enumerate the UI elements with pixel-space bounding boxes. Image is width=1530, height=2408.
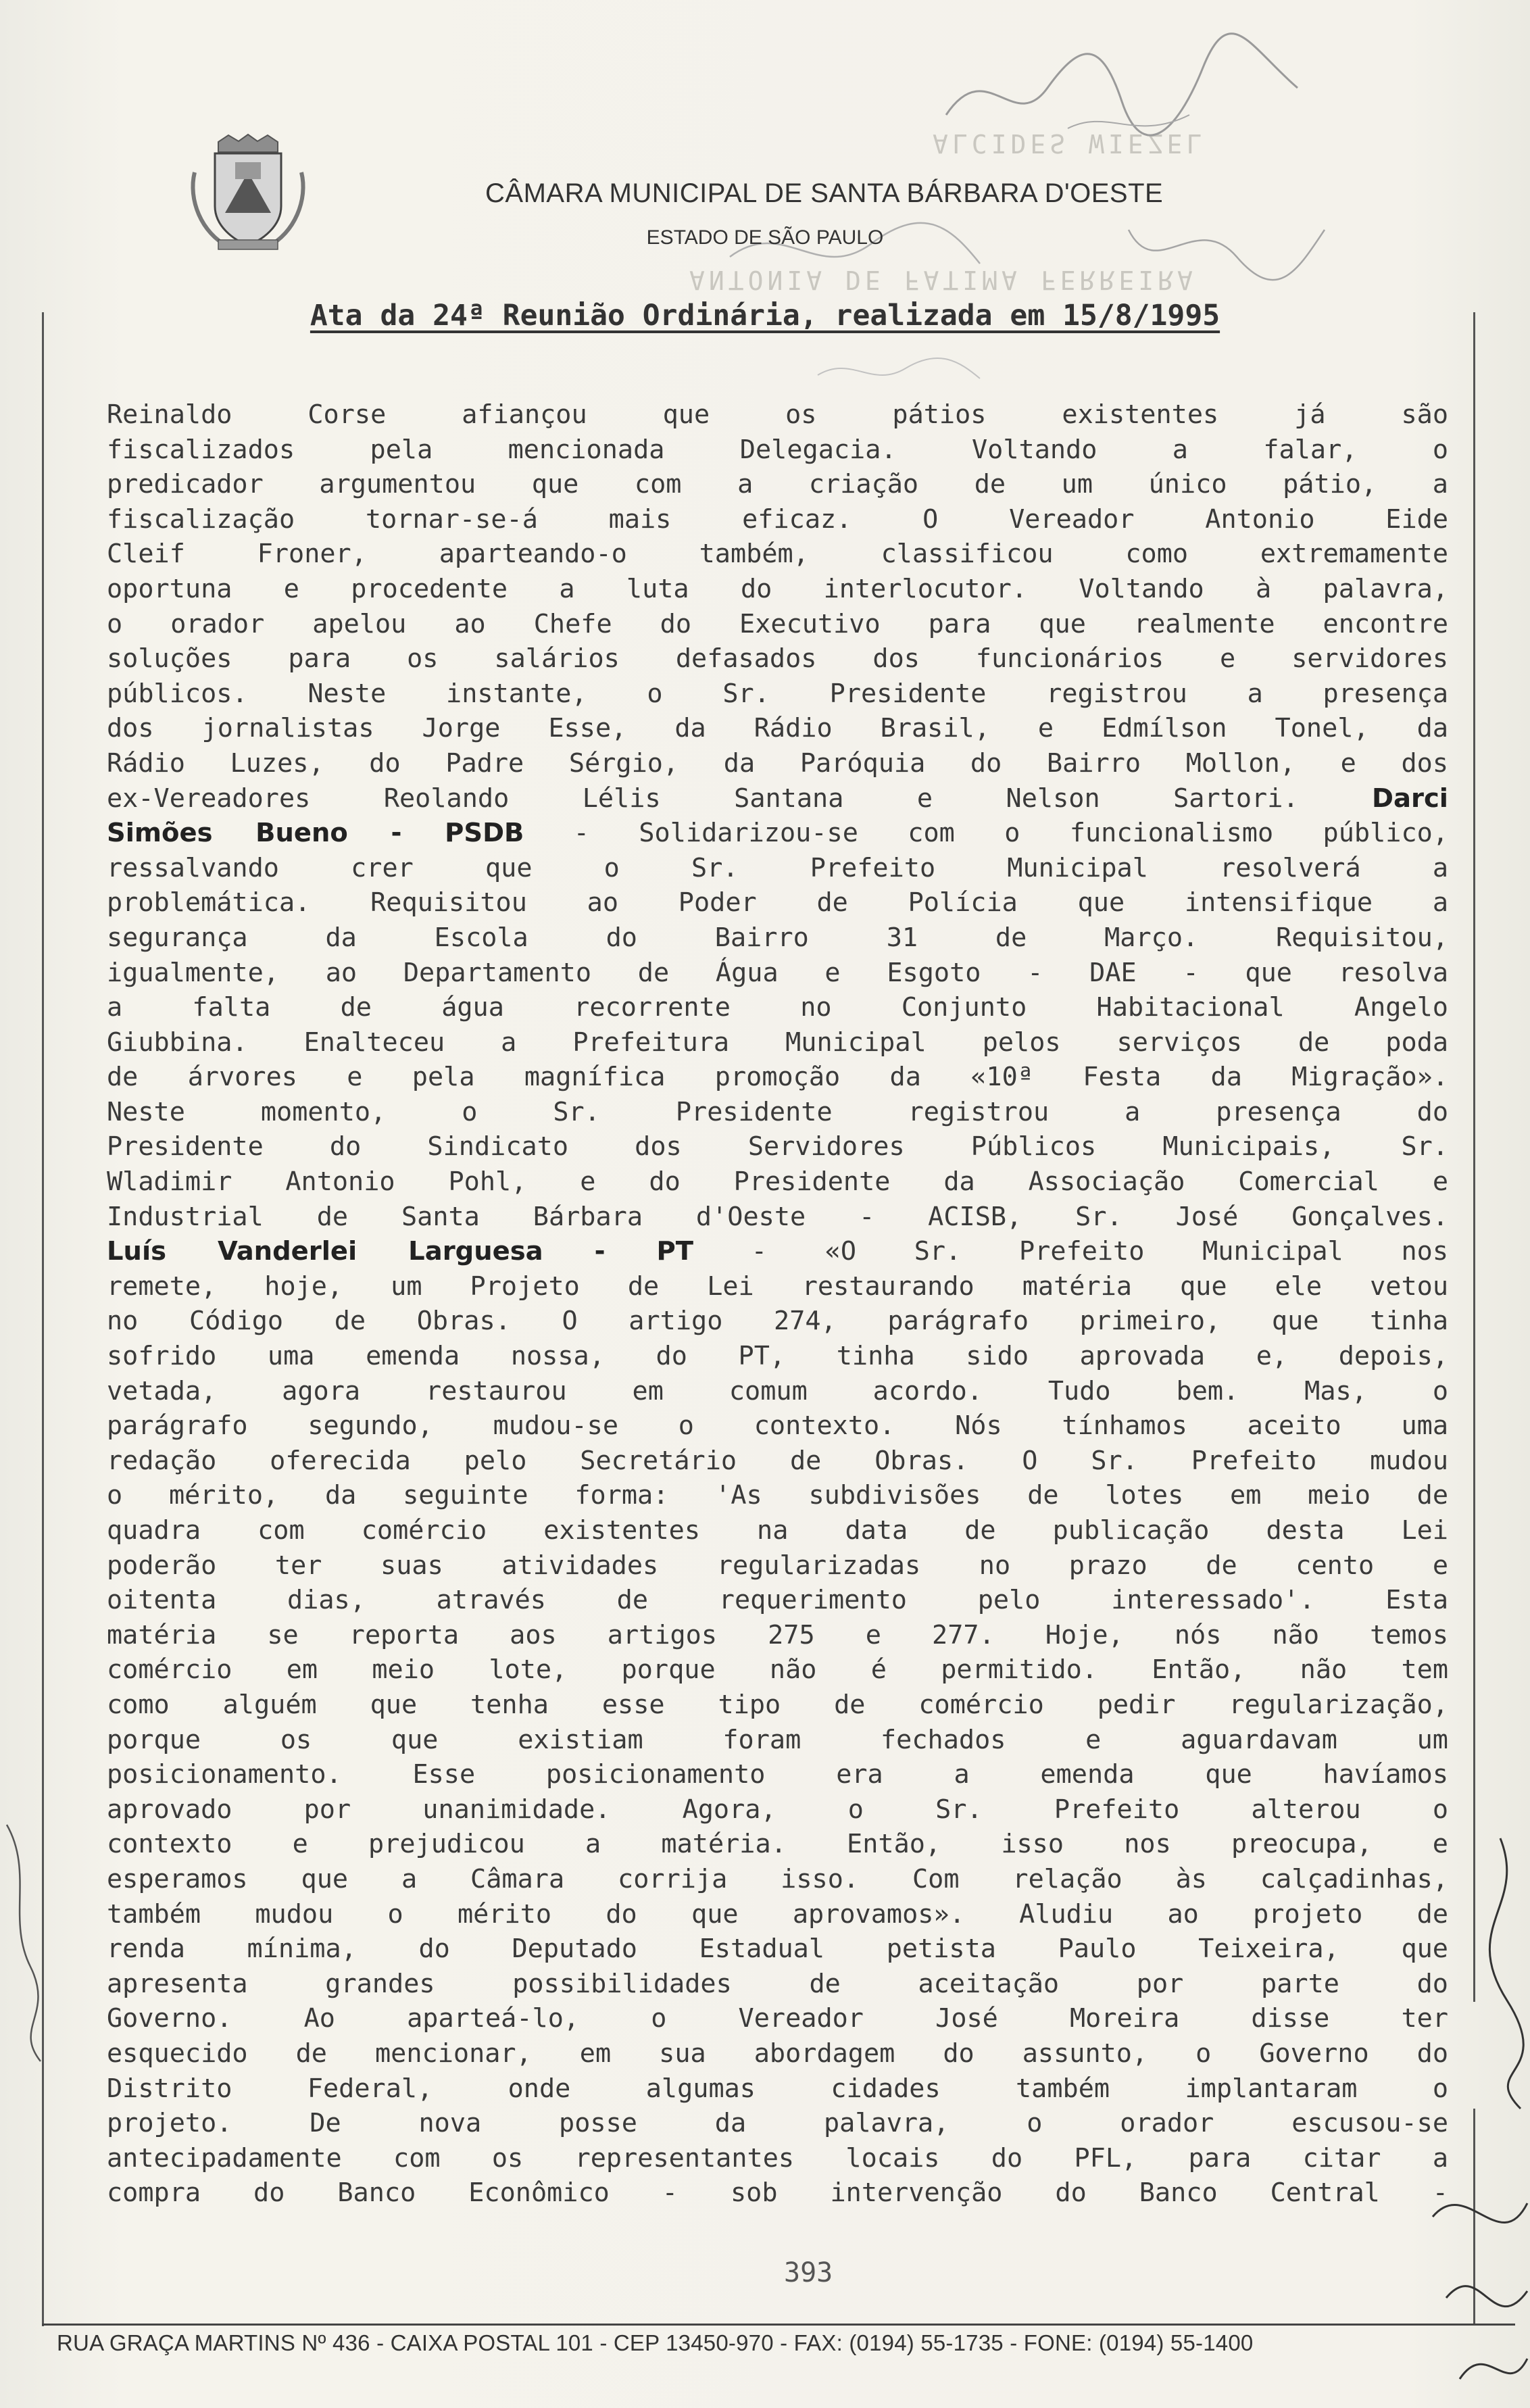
- right-margin-rule: [1473, 312, 1475, 2002]
- text-line: no Código de Obras. O artigo 274, parágrafo primeiro, que tinha: [107, 1306, 1448, 1337]
- text-line: apresenta grandes possibilidades de aceitação por parte do: [107, 1968, 1448, 1999]
- text-line: dos jornalistas Jorge Esse, da Rádio Brasil, e Edmílson Tonel, da: [107, 713, 1448, 744]
- text-line: Wladimir Antonio Pohl, e do Presidente da Associação Comercial e: [107, 1166, 1448, 1198]
- text-line-segment: ex-Vereadores Reolando Lélis Santana e Nelson Sartori.: [107, 783, 1373, 814]
- text-line: antecipadamente com os representantes locais do PFL, para citar a: [107, 2142, 1448, 2173]
- text-line: a falta de água recorrente no Conjunto Habitacional Angelo: [107, 992, 1448, 1023]
- text-line-segment: - «O Sr. Prefeito Municipal nos: [693, 1236, 1448, 1267]
- text-line-with-speaker: [107, 816, 1448, 851]
- speaker-name-darci-rest: Simões Bueno - PSDB: [107, 818, 524, 849]
- text-line: segurança da Escola do Bairro 31 de Março. Requisitou,: [107, 922, 1448, 953]
- text-line: Neste momento, o Sr. Presidente registrou a presença do: [107, 1096, 1448, 1127]
- text-line: matéria se reporta aos artigos 275 e 277. Hoje, nós não temos: [107, 1619, 1448, 1650]
- text-line: vetada, agora restaurou em comum acordo. Tudo bem. Mas, o: [107, 1375, 1448, 1406]
- text-line: Cleif Froner, aparteando-o também, classificou como extremamente: [107, 539, 1448, 570]
- text-line: projeto. De nova posse da palavra, o orador escusou-se: [107, 2108, 1448, 2139]
- text-line: posicionamento. Esse posicionamento era a emenda que havíamos: [107, 1759, 1448, 1790]
- bleed-through-stamp-1: ALCIDES WIEZEL: [933, 128, 1206, 158]
- text-line: igualmente, ao Departamento de Água e Esgoto - DAE - que resolva: [107, 957, 1448, 988]
- text-line-with-speaker: [107, 781, 1448, 816]
- text-line: remete, hoje, um Projeto de Lei restaurando matéria que ele vetou: [107, 1271, 1448, 1302]
- state-name: ESTADO DE SÃO PAULO: [646, 226, 884, 249]
- institution-name: CÂMARA MUNICIPAL DE SANTA BÁRBARA D'OESTE: [485, 178, 1164, 208]
- text-line: predicador argumentou que com a criação de um único pátio, a: [107, 469, 1448, 500]
- text-line: públicos. Neste instante, o Sr. Presidente registrou a presença: [107, 678, 1448, 709]
- text-line: esquecido de mencionar, em sua abordagem do assunto, o Governo do: [107, 2038, 1448, 2069]
- speaker-name-darci-first: Darci: [1372, 783, 1448, 814]
- text-line: sofrido uma emenda nossa, do PT, tinha sido aprovada e, depois,: [107, 1341, 1448, 1372]
- document-title: Ata da 24ª Reunião Ordinária, realizada em 15/8/1995: [310, 299, 1220, 333]
- text-line: redação oferecida pelo Secretário de Obras. O Sr. Prefeito mudou: [107, 1445, 1448, 1476]
- text-line: fiscalização tornar-se-á mais eficaz. O Vereador Antonio Eide: [107, 503, 1448, 535]
- signature-mark-left: [0, 1811, 47, 2068]
- text-line: Governo. Ao aparteá-lo, o Vereador José Moreira disse ter: [107, 2003, 1448, 2034]
- text-line: parágrafo segundo, mudou-se o contexto. Nós tínhamos aceito uma: [107, 1410, 1448, 1442]
- text-line: como alguém que tenha esse tipo de comércio pedir regularização,: [107, 1689, 1448, 1720]
- text-line: também mudou o mérito do que aprovamos». Aludiu ao projeto de: [107, 1898, 1448, 1930]
- right-margin-rule-lower: [1473, 2109, 1475, 2325]
- text-line: oportuna e procedente a luta do interlocutor. Voltando à palavra,: [107, 573, 1448, 604]
- text-line: soluções para os salários defasados dos funcionários e servidores: [107, 643, 1448, 674]
- text-line: Giubbina. Enalteceu a Prefeitura Municipal pelos serviços de poda: [107, 1027, 1448, 1058]
- speaker-name-luis: Luís Vanderlei Larguesa - PT: [107, 1236, 694, 1267]
- footer-rule: [42, 2324, 1515, 2326]
- text-line: esperamos que a Câmara corrija isso. Com relação às calçadinhas,: [107, 1863, 1448, 1894]
- text-line: o mérito, da seguinte forma: 'As subdivisões de lotes em meio de: [107, 1480, 1448, 1511]
- page-number: 393: [784, 2257, 833, 2288]
- text-line: Presidente do Sindicato dos Servidores Públicos Municipais, Sr.: [107, 1131, 1448, 1162]
- text-line: Rádio Luzes, do Padre Sérgio, da Paróquia do Bairro Mollon, e dos: [107, 747, 1448, 779]
- text-line: de árvores e pela magnífica promoção da «10ª Festa da Migração».: [107, 1062, 1448, 1093]
- bleed-through-stamp-2: ANTONIA DE FATIMA FERREIRA: [689, 265, 1197, 295]
- text-line: o orador apelou ao Chefe do Executivo para que realmente encontre: [107, 608, 1448, 639]
- left-margin-rule: [42, 312, 44, 2326]
- text-line: porque os que existiam foram fechados e aguardavam um: [107, 1724, 1448, 1755]
- text-line: renda mínima, do Deputado Estadual petista Paulo Teixeira, que: [107, 1934, 1448, 1965]
- text-line: Reinaldo Corse afiançou que os pátios existentes já são: [107, 399, 1448, 430]
- text-line: quadra com comércio existentes na data de publicação desta Lei: [107, 1515, 1448, 1546]
- minutes-body: [107, 397, 1448, 2211]
- text-line: Distrito Federal, onde algumas cidades também implantaram o: [107, 2073, 1448, 2104]
- text-line: contexto e prejudicou a matéria. Então, isso nos preocupa, e: [107, 1829, 1448, 1860]
- signature-mark-faint: [811, 348, 987, 395]
- text-line: ressalvando crer que o Sr. Prefeito Municipal resolverá a: [107, 852, 1448, 883]
- text-line: Industrial de Santa Bárbara d'Oeste - ACISB, Sr. José Gonçalves.: [107, 1201, 1448, 1232]
- text-line: oitenta dias, através de requerimento pelo interessado'. Esta: [107, 1585, 1448, 1616]
- text-line-with-speaker: [107, 1234, 1448, 1269]
- footer-address: RUA GRAÇA MARTINS Nº 436 - CAIXA POSTAL 101 - CEP 13450-970 - FAX: (0194) 55-1735 - FONE: (0194) 55-1400: [57, 2330, 1254, 2355]
- text-line: poderão ter suas atividades regularizadas no prazo de cento e: [107, 1550, 1448, 1581]
- text-line: compra do Banco Econômico - sob intervenção do Banco Central -: [107, 2178, 1448, 2209]
- text-line: fiscalizados pela mencionada Delegacia. Voltando a falar, o: [107, 434, 1448, 465]
- text-line: comércio em meio lote, porque não é permitido. Então, não tem: [107, 1654, 1448, 1686]
- text-line: aprovado por unanimidade. Agora, o Sr. Prefeito alterou o: [107, 1794, 1448, 1825]
- text-line: problemática. Requisitou ao Poder de Polícia que intensifique a: [107, 887, 1448, 918]
- text-line-segment: - Solidarizou-se com o funcionalismo público,: [524, 818, 1448, 849]
